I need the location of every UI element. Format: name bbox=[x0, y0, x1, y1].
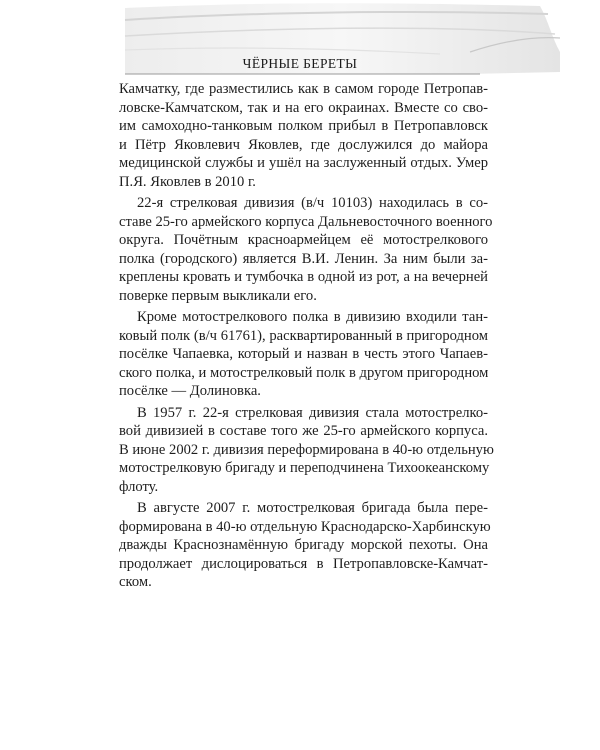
running-header bbox=[0, 56, 600, 72]
paragraph-1 bbox=[119, 80, 488, 191]
text-line: мотострелковую бригаду и переподчинена Тихоокеанскому bbox=[119, 460, 490, 476]
text-line: ставе 25-го армейского корпуса Дальневосточного военного bbox=[119, 213, 493, 230]
text-line: Камчатку, где разместились как в самом городе Петропав- bbox=[119, 81, 488, 97]
text-line: формирована в 40-ю отдельную Краснодарско-Харбинскую bbox=[119, 518, 491, 535]
text-line: медицинской службы и ушёл на заслуженный отдых. Умер bbox=[119, 155, 488, 171]
text-line: посёлке — Долиновка. bbox=[119, 383, 261, 399]
text-line: П.Я. Яковлев в 2010 г. bbox=[119, 173, 256, 190]
text-line: вой дивизией в составе того же 25-го армейского корпуса. bbox=[119, 423, 488, 439]
text-line: полка (городского) является В.И. Ленин. За ним были за- bbox=[119, 250, 488, 267]
text-line: дважды Краснознамённую бригаду морской пехоты. Она bbox=[119, 537, 488, 553]
text-line: креплены кровать и тумбочка в одной из рот, а на вечерней bbox=[119, 269, 488, 285]
text-line: В 1957 г. 22-я стрелковая дивизия стала мотострелко- bbox=[137, 404, 488, 421]
text-line: посёлке Чапаевка, который и назван в честь этого Чапаев- bbox=[119, 346, 488, 362]
text-line: Кроме мотострелкового полка в дивизию входили тан- bbox=[137, 309, 488, 325]
text-line: ском. bbox=[119, 574, 152, 590]
paragraph-5 bbox=[119, 499, 491, 592]
text-line: округа. Почётным красноармейцем её мотострелкового bbox=[119, 232, 488, 248]
text-line: и Пётр Яковлевич Яковлев, где дослужился до майора bbox=[119, 136, 488, 153]
text-line: продолжает дислоцироваться в Петропавловске-Камчат- bbox=[119, 555, 488, 572]
text-line: им самоходно-танковым полком прибыл в Петропавловск bbox=[119, 118, 488, 134]
text-line: 22-я стрелковая дивизия (в/ч 10103) находилась в со- bbox=[137, 195, 488, 211]
running-header-text: ЧЁРНЫЕ БЕРЕТЫ bbox=[242, 56, 358, 71]
text-line: флоту. bbox=[119, 478, 159, 495]
paragraph-3 bbox=[119, 308, 488, 401]
paragraph-2 bbox=[119, 194, 493, 305]
paragraph-4 bbox=[119, 404, 494, 497]
text-line: поверке первым выкликали его. bbox=[119, 287, 317, 304]
page-text bbox=[119, 80, 494, 595]
text-line: ского полка, и мотострелковый полк в другом пригородном bbox=[119, 364, 489, 381]
text-line: ковый полк (в/ч 61761), расквартированный в пригородном bbox=[119, 327, 488, 344]
text-line: В августе 2007 г. мотострелковая бригада была пере- bbox=[137, 500, 488, 516]
text-line: В июне 2002 г. дивизия переформирована в 40-ю отдельную bbox=[119, 441, 494, 458]
text-line: ловске-Камчатском, так и на его окраинах. Вместе со сво- bbox=[119, 99, 488, 116]
